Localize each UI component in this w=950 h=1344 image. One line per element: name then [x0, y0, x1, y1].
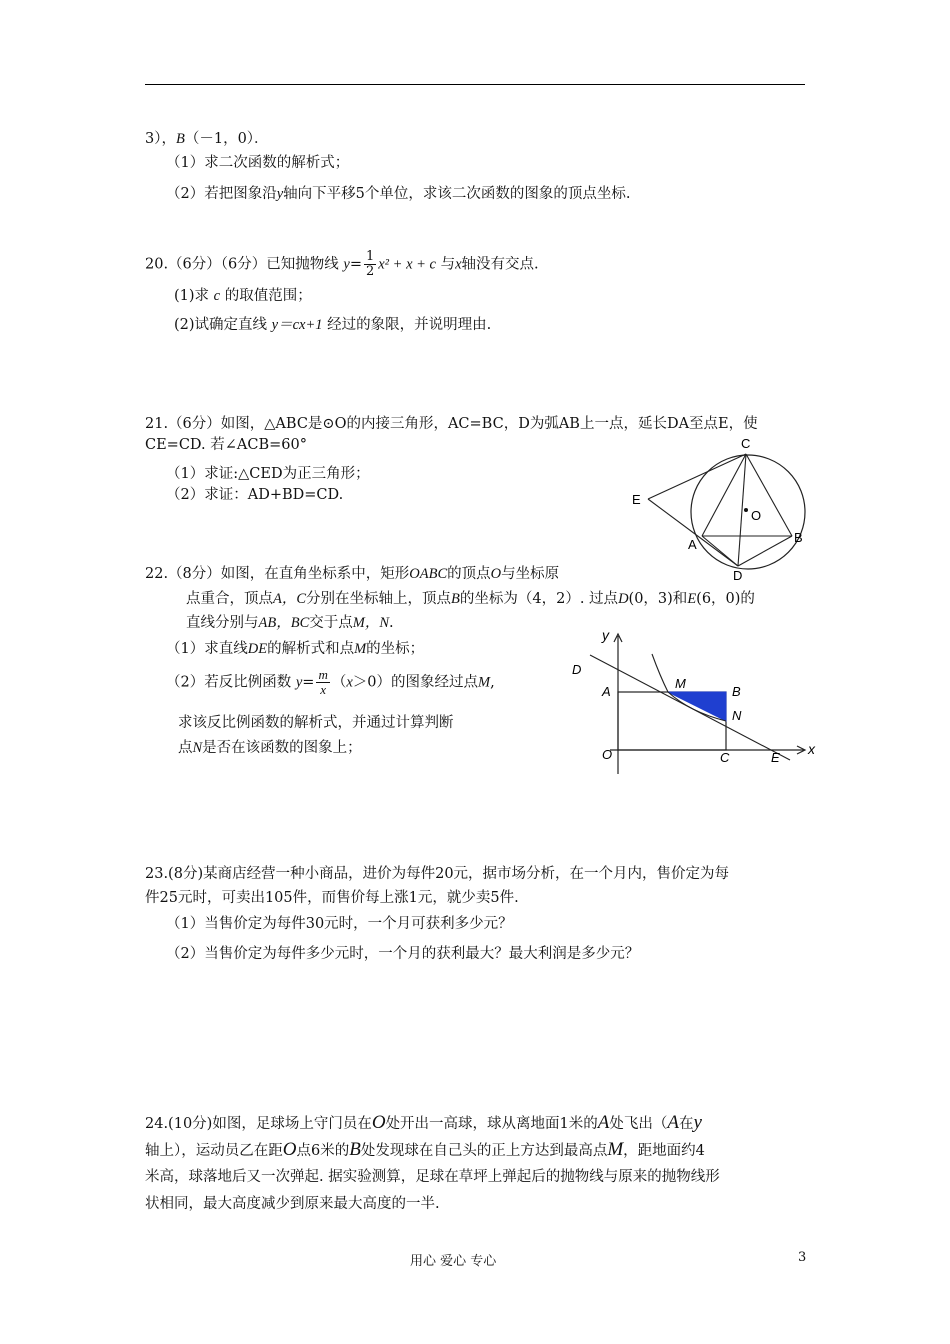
label-d: D — [733, 568, 743, 583]
label-c: C — [741, 436, 751, 451]
q22-fraction: $\frac{m}{x}$ — [318, 667, 328, 697]
segment-ed — [648, 499, 738, 566]
q21-part2: （2）求证：AD+BD=CD. — [166, 487, 344, 503]
label-n: N — [732, 708, 742, 723]
page-number: 3 — [798, 1250, 807, 1265]
shaded-region — [668, 692, 726, 721]
segment-cb — [746, 454, 792, 536]
segment-ca — [702, 454, 746, 536]
line-de — [590, 655, 790, 760]
q19-part1: （1）求二次函数的解析式； — [166, 155, 350, 171]
label-y: y — [602, 627, 609, 643]
footer-slogan: 用心 爱心 专心 — [410, 1254, 497, 1269]
q24-line4: 状相同，最大高度减少到原来最大高度的一半. — [145, 1196, 440, 1212]
q20-part2: (2)试确定直线 y＝cx+1 经过的象限，并说明理由. — [174, 317, 492, 333]
q21-part1: （1）求证:△CED为正三角形； — [166, 466, 370, 482]
label-m: M — [675, 676, 686, 691]
q24-line1: 24.(10分)如图，足球场上守门员在O处开出一高球，球从离地面1米的A处飞出（A在y — [145, 1112, 702, 1133]
q21-circle-figure — [620, 432, 820, 582]
q21-stem-line2: CE=CD. 若∠ACB=60° — [145, 437, 307, 453]
q22-coordinate-figure — [560, 626, 820, 776]
label-b: B — [732, 684, 741, 699]
circle-o — [691, 455, 805, 569]
q22-stem-line2: 点重合，顶点A，C分别在坐标轴上，顶点B的坐标为（4，2）. 过点D(0，3)和E(6，0)的 — [186, 591, 755, 607]
q24-line2: 轴上），运动员乙在距O点6米的B处发现球在自己头的正上方达到最高点M，距地面约4 — [145, 1139, 705, 1160]
label-o: O — [751, 508, 762, 523]
segment-ce — [648, 454, 746, 499]
q22-part2-cont: 求该反比例函数的解析式，并通过计算判断 — [178, 715, 454, 731]
q22-stem-line3: 直线分别与AB，BC交于点M，N. — [186, 615, 394, 631]
label-e: E — [632, 492, 641, 507]
label-b: B — [794, 530, 803, 545]
q22-stem-line1: 22.（8分）如图，在直角坐标系中，矩形OABC的顶点O与坐标原 — [145, 566, 560, 582]
label-e: E — [771, 750, 780, 765]
header-rule — [145, 84, 805, 85]
q23-part2: （2）当售价定为每件多少元时，一个月的获利最大？最大利润是多少元？ — [166, 946, 640, 962]
center-dot — [744, 508, 748, 512]
label-c: C — [720, 750, 730, 765]
q19-part2: （2）若把图象沿y轴向下平移5个单位，求该二次函数的图象的顶点坐标. — [166, 186, 631, 202]
q20-fraction: $\frac{1}{2}$ — [365, 249, 375, 279]
q20-stem: 20.（6分）（6分）已知抛物线 y= $\frac{1}{2}$ x² + x + c 与x轴没有交点. — [145, 249, 539, 279]
label-d: D — [572, 662, 582, 677]
q23-stem-line2: 件25元时，可卖出105件，而售价每上涨1元，就少卖5件. — [145, 890, 519, 906]
q24-line3: 米高，球落地后又一次弹起. 据实验测算，足球在草坪上弹起后的抛物线与原来的抛物线形 — [145, 1169, 720, 1185]
label-o: O — [602, 747, 613, 762]
label-x: x — [808, 741, 815, 757]
label-a: A — [688, 537, 697, 552]
q19-line0: 3），B（－1，0）． — [145, 131, 269, 147]
segment-bd — [738, 536, 792, 566]
q20-part1: (1)求 c 的取值范围； — [174, 288, 312, 304]
q23-part1: （1）当售价定为每件30元时，一个月可获利多少元？ — [166, 916, 513, 932]
q23-stem-line1: 23.(8分)某商店经营一种小商品，进价为每件20元，据市场分析，在一个月内，售价定为每 — [145, 866, 730, 882]
q21-stem-line1: 21.（6分）如图，△ABC是⊙O的内接三角形，AC=BC，D为弧AB上一点，延长DA至点E，使 — [145, 416, 758, 432]
label-a: A — [602, 684, 611, 699]
q22-part2-cont2: 点N是否在该函数的图象上； — [178, 740, 362, 756]
q22-part2: （2）若反比例函数 y= $\frac{m}{x}$ （x＞0）的图象经过点M, — [166, 667, 495, 697]
q22-part1: （1）求直线DE的解析式和点M的坐标； — [166, 641, 425, 657]
